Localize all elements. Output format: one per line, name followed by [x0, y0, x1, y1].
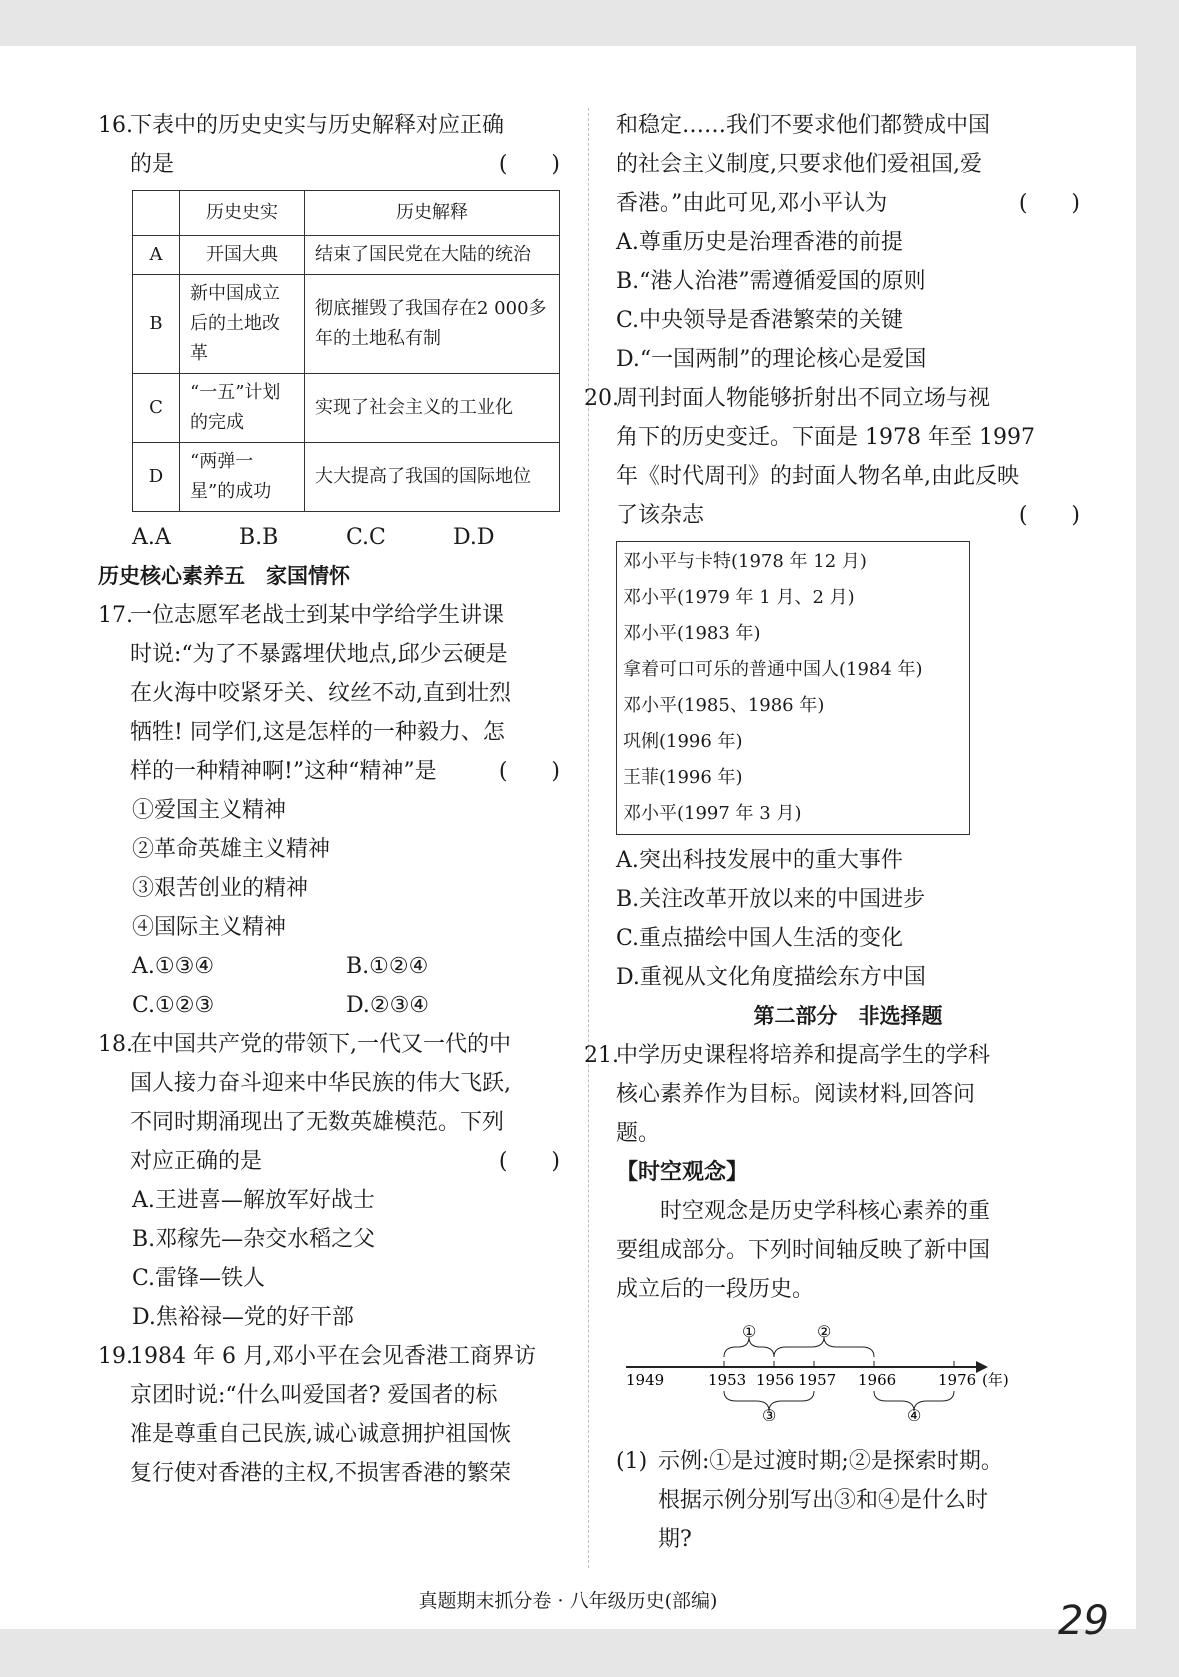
option-b: B.邓稼先—杂交水稻之父 [132, 1227, 376, 1252]
subsection-label: 【时空观念】 [616, 1160, 749, 1185]
question-line: 在中国共产党的带领下,一代又一代的中 [130, 1032, 511, 1057]
option-a: A.A [132, 525, 171, 550]
option-a: A.尊重历史是治理香港的前提 [616, 230, 903, 255]
statement-item: ④国际主义精神 [132, 915, 287, 940]
circled-number-1: ① [742, 1322, 757, 1341]
question-line: 期? [658, 1527, 692, 1552]
question-number: 17. [98, 603, 133, 628]
statement-item: ②革命英雄主义精神 [132, 837, 331, 862]
option-c: C.中央领导是香港繁荣的关键 [616, 308, 904, 333]
table-cell: B [133, 275, 180, 374]
year-label: 1956 [756, 1371, 795, 1389]
option-d: D.②③④ [346, 993, 430, 1018]
table-cell: A [133, 236, 180, 275]
list-item: 邓小平(1997 年 3 月) [623, 803, 802, 824]
stem-last-line [616, 496, 1080, 535]
table-cell: C [133, 374, 180, 443]
section-heading: 历史核心素养五 家国情怀 [98, 564, 350, 588]
left-column [98, 106, 560, 1493]
question-21 [584, 1036, 1080, 1153]
question-line: 的社会主义制度,只要求他们爱祖国,爱 [616, 152, 982, 177]
question-line: 角下的历史变迁。下面是 1978 年至 1997 [616, 425, 1035, 450]
statement-item: ③艰苦创业的精神 [132, 876, 309, 901]
list-item: 巩俐(1996 年) [623, 731, 743, 752]
option-c: C.C [346, 525, 386, 550]
answer-paren: ( ) [498, 759, 560, 784]
paragraph-line: 时空观念是历史学科核心素养的重 [660, 1199, 991, 1224]
right-column [584, 106, 1080, 1559]
question-line: 准是尊重自己民族,诚心诚意拥护祖国恢 [130, 1422, 511, 1447]
question-line: 题。 [616, 1121, 661, 1146]
answer-options [98, 518, 560, 557]
circled-number-3: ③ [762, 1406, 777, 1421]
table-row [133, 236, 560, 275]
question-line: 牺牲! 同学们,这是怎样的一种毅力、怎 [130, 720, 505, 745]
question-line: 京团时说:“什么叫爱国者? 爱国者的标 [130, 1383, 498, 1408]
question-line: 周刊封面人物能够折射出不同立场与视 [616, 386, 991, 411]
table-cell: 新中国成立后的土地改革 [180, 275, 305, 374]
part-heading: 第二部分 非选择题 [753, 1004, 943, 1028]
stem-last-line [616, 184, 1080, 223]
list-item: 邓小平(1985、1986 年) [623, 695, 825, 716]
list-item: 邓小平(1979 年 1 月、2 月) [623, 587, 855, 608]
question-17 [98, 596, 560, 791]
question-line: 核心素养作为目标。阅读材料,回答问 [616, 1082, 975, 1107]
column-divider [588, 108, 589, 1568]
question-19 [98, 1337, 560, 1493]
table-cell: 开国大典 [180, 236, 305, 275]
stem-last-line [130, 1142, 560, 1181]
option-d: D.重视从文化角度描绘东方中国 [616, 965, 926, 990]
option-b: B.①②④ [346, 954, 429, 979]
question-line: 根据示例分别写出③和④是什么时 [658, 1488, 989, 1513]
table-row [133, 374, 560, 443]
table-cell: 实现了社会主义的工业化 [305, 374, 560, 443]
question-line: 了该杂志 [616, 503, 705, 528]
list-item: 邓小平与卡特(1978 年 12 月) [623, 551, 867, 572]
list-item: 邓小平(1983 年) [623, 623, 761, 644]
list-item: 拿着可口可乐的普通中国人(1984 年) [623, 659, 923, 680]
question-line: 不同时期涌现出了无数英雄模范。下列 [130, 1110, 505, 1135]
question-number: 21. [584, 1043, 619, 1068]
circled-number-4: ④ [907, 1406, 922, 1421]
table-cell: D [133, 443, 180, 512]
question-16 [98, 106, 560, 184]
option-c: C.①②③ [132, 993, 215, 1018]
question-line: 在火海中咬紧牙关、纹丝不动,直到壮烈 [130, 681, 511, 706]
question-number: 18. [98, 1032, 133, 1057]
question-line: 对应正确的是 [130, 1149, 263, 1174]
option-b: B.B [239, 525, 279, 550]
table-row [133, 275, 560, 374]
stem-last-line [130, 752, 560, 791]
question-line: 国人接力奋斗迎来中华民族的伟大飞跃, [130, 1071, 511, 1096]
cover-list-box [616, 541, 970, 835]
year-unit-label: (年) [982, 1371, 1009, 1389]
stem-last-line [130, 145, 560, 184]
table-cell: 彻底摧毁了我国存在2 000多年的土地私有制 [305, 275, 560, 374]
question-number: 16. [98, 113, 133, 138]
table-cell: “两弹一星”的成功 [180, 443, 305, 512]
question-line: 年《时代周刊》的封面人物名单,由此反映 [616, 464, 1019, 489]
year-label: 1957 [798, 1371, 837, 1389]
page [0, 46, 1136, 1644]
year-label: 1966 [858, 1371, 897, 1389]
option-d: D.D [453, 525, 495, 550]
question-line: 样的一种精神啊!”这种“精神”是 [130, 759, 437, 784]
table-header: 历史史实 [180, 191, 305, 236]
answer-paren: ( ) [1018, 503, 1080, 528]
question-18 [98, 1025, 560, 1181]
year-label: 1949 [626, 1371, 665, 1389]
question-line: 中学历史课程将培养和提高学生的学科 [616, 1043, 991, 1068]
answer-paren: ( ) [498, 152, 560, 177]
page-footer: 真题期末抓分卷 · 八年级历史(部编) [418, 1590, 718, 1612]
option-d: D.“一国两制”的理论核心是爱国 [616, 347, 927, 372]
question-line: 香港。”由此可见,邓小平认为 [616, 191, 888, 216]
question-19-continued [616, 106, 1080, 223]
question-line: 1984 年 6 月,邓小平在会见香港工商界访 [130, 1344, 536, 1369]
option-b: B.“港人治港”需遵循爱国的原则 [616, 269, 926, 294]
question-line: 复行使对香港的主权,不损害香港的繁荣 [130, 1461, 511, 1486]
option-a: A.突出科技发展中的重大事件 [616, 848, 903, 873]
option-c: C.雷锋—铁人 [132, 1266, 266, 1291]
option-a: A.王进喜—解放军好战士 [132, 1188, 375, 1213]
list-item: 王菲(1996 年) [623, 767, 743, 788]
answer-paren: ( ) [1018, 191, 1080, 216]
question-20 [584, 379, 1080, 535]
table-header: 历史解释 [305, 191, 560, 236]
question-number: 20. [584, 386, 619, 411]
circled-number-2: ② [817, 1322, 832, 1341]
question-number: 19. [98, 1344, 133, 1369]
sub-question-1 [616, 1442, 1080, 1559]
question-stem: 的是 [130, 152, 175, 177]
answer-options [98, 947, 560, 1025]
question-line: 时说:“为了不暴露埋伏地点,邱少云硬是 [130, 642, 508, 667]
option-d: D.焦裕禄—党的好干部 [132, 1305, 354, 1330]
timeline-diagram [626, 1321, 1046, 1421]
year-label: 1976 [938, 1371, 977, 1389]
question-stem: 下表中的历史史实与历史解释对应正确 [130, 113, 505, 138]
question-line: 示例:①是过渡时期;②是探索时期。 [658, 1449, 1003, 1474]
option-b: B.关注改革开放以来的中国进步 [616, 887, 926, 912]
table-cell: 结束了国民党在大陆的统治 [305, 236, 560, 275]
table-cell: 大大提高了我国的国际地位 [305, 443, 560, 512]
table-row [133, 443, 560, 512]
question-line: 和稳定……我们不要求他们都赞成中国 [616, 113, 991, 138]
table-header-row [133, 191, 560, 236]
table-header [133, 191, 180, 236]
paragraph-line: 成立后的一段历史。 [616, 1277, 815, 1302]
sub-question-number: (1) [616, 1449, 648, 1474]
fact-table [132, 190, 560, 512]
option-a: A.①③④ [132, 954, 215, 979]
option-c: C.重点描绘中国人生活的变化 [616, 926, 904, 951]
question-line: 一位志愿军老战士到某中学给学生讲课 [130, 603, 505, 628]
answer-paren: ( ) [498, 1149, 560, 1174]
table-cell: “一五”计划的完成 [180, 374, 305, 443]
year-label: 1953 [708, 1371, 747, 1389]
paragraph-line: 要组成部分。下列时间轴反映了新中国 [616, 1238, 991, 1263]
statement-item: ①爱国主义精神 [132, 798, 287, 823]
page-number: 29 [1058, 1598, 1109, 1644]
